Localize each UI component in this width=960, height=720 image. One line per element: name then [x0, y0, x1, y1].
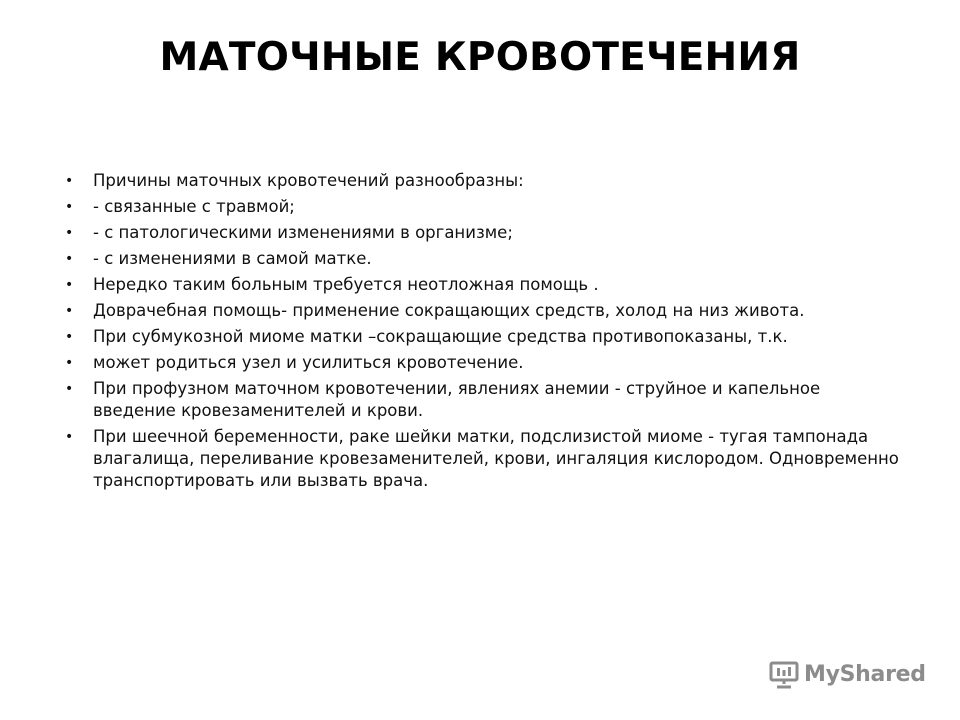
bullet-dot: •: [65, 251, 74, 267]
bullet-item: [65, 222, 905, 244]
bullet-text: - с изменениями в самой матке.: [93, 249, 372, 268]
bullet-dot: •: [65, 381, 74, 397]
myshared-watermark[interactable]: [768, 656, 928, 692]
bullet-dot: •: [65, 355, 74, 371]
bullet-text: При субмукозной миоме матки –сокращающие средства противопоказаны, т.к.: [93, 327, 788, 346]
bullet-item: [65, 170, 905, 192]
bullet-text: Причины маточных кровотечений разнообразны:: [93, 171, 524, 190]
bullet-dot: •: [65, 329, 74, 345]
bullet-dot: •: [65, 303, 74, 319]
bullet-text: При шеечной беременности, раке шейки матки, подслизистой миоме - тугая тампонада влагалища, переливание кровезаменителей, крови, ингаляция кислородом. Одновременно транспортировать или вызвать врача.: [93, 427, 899, 490]
bullet-dot: •: [65, 277, 74, 293]
bullet-text: - с патологическими изменениями в организме;: [93, 223, 513, 242]
bullet-item: [65, 426, 905, 492]
bullet-dot: •: [65, 225, 74, 241]
bullet-item: [65, 274, 905, 296]
bullet-text: Нередко таким больным требуется неотложная помощь .: [93, 275, 599, 294]
slide-title: МАТОЧНЫЕ КРОВОТЕЧЕНИЯ: [159, 35, 801, 80]
bullet-text: - связанные с травмой;: [93, 197, 295, 216]
bullet-text: может родиться узел и усилиться кровотечение.: [93, 353, 524, 372]
bullet-text: Доврачебная помощь- применение сокращающих средств, холод на низ живота.: [93, 301, 805, 320]
bullet-dot: •: [65, 173, 74, 189]
bullet-text: При профузном маточном кровотечении, явлениях анемии - струйное и капельное введение кровезаменителей и крови.: [93, 379, 821, 420]
bullet-item: [65, 248, 905, 270]
bullet-item: [65, 196, 905, 218]
bullet-item: [65, 326, 905, 348]
watermark-text: MyShared: [804, 661, 926, 687]
bullet-item: [65, 300, 905, 322]
bullet-dot: •: [65, 199, 74, 215]
bullet-list: [65, 170, 905, 496]
bullet-dot: •: [65, 429, 74, 445]
presentation-board-icon: [768, 659, 800, 689]
bullet-item: [65, 352, 905, 374]
bullet-item: [65, 378, 905, 422]
